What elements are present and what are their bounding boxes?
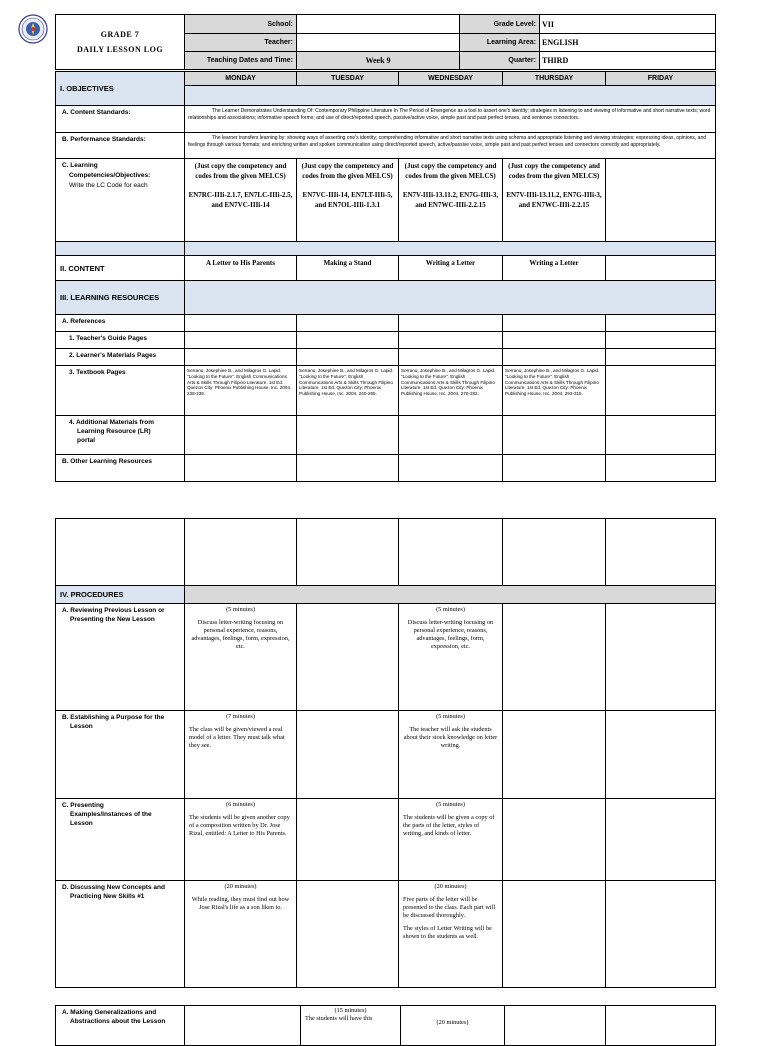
content-title-thursday: Writing a Letter <box>503 256 606 281</box>
activity-text: While reading, they must find out how Jose Rizal's life as a son liken to. <box>191 896 290 911</box>
additional-thursday[interactable] <box>503 416 606 455</box>
competency-note: (Just copy the competency and codes from the given MELCS) <box>404 162 497 180</box>
duration-text: (5 minutes) <box>436 713 465 720</box>
purpose-label-line1: B. Establishing a Purpose for the <box>62 714 165 721</box>
day-thursday: THURSDAY <box>503 72 606 86</box>
duration-text: (7 minutes) <box>226 713 255 720</box>
concepts-friday[interactable] <box>606 881 716 988</box>
additional-friday[interactable] <box>606 416 716 455</box>
examples-label-line2: Examples/Instances of the <box>70 811 152 818</box>
duration-text: (5 minutes) <box>226 606 255 613</box>
content-band-left <box>56 242 185 256</box>
competency-note: (Just copy the competency and codes from the given MELCS) <box>301 162 394 180</box>
competency-codes: EN7RC-IIIi-2.1.7, EN7LC-IIIi-2.5, and EN7VC-IIIi-14 <box>188 191 293 209</box>
day-monday: MONDAY <box>185 72 297 86</box>
reviewing-label-line2: Presenting the New Lesson <box>70 616 155 623</box>
examples-monday <box>185 799 297 881</box>
content-standards-text: The Learner Demonstrates Understanding Of: Contemporary Philippine Literature In The Period of Emergence as a tool to assert one's identity; strategies in listening to and viewing of informative and short narrative texts; word relationships and associations; informative speech forms; and use of direct/reported speech, passive/active voice, simple past and past perfect tenses, and sentence connectors. <box>185 106 716 133</box>
day-wednesday: WEDNESDAY <box>399 72 503 86</box>
lesson-table-page2 <box>55 518 716 988</box>
purpose-wednesday <box>399 711 503 799</box>
content-title-friday[interactable] <box>606 256 716 281</box>
reviewing-thursday[interactable] <box>503 604 606 711</box>
establishing-purpose-label <box>56 711 185 799</box>
reviewing-wednesday <box>399 604 503 711</box>
lm-monday[interactable] <box>185 349 297 366</box>
learning-area-label: Learning Area: <box>460 34 540 52</box>
grade-level-label: Grade Level: <box>460 15 540 34</box>
purpose-tuesday[interactable] <box>297 711 399 799</box>
generalizations-wednesday <box>401 1006 505 1046</box>
textbook-ref-friday[interactable] <box>606 366 716 416</box>
competency-monday <box>185 159 297 242</box>
competencies-label-line2: Competencies/Objectives: <box>69 172 151 179</box>
tg-friday[interactable] <box>606 332 716 349</box>
performance-standards-label: B. Performance Standards: <box>56 133 185 159</box>
teacher-label: Teacher: <box>185 34 297 52</box>
blank-tuesday[interactable] <box>297 519 399 586</box>
school-label: School: <box>185 15 297 34</box>
competency-note: (Just copy the competency and codes from the given MELCS) <box>194 162 287 180</box>
additional-tuesday[interactable] <box>297 416 399 455</box>
reviewing-tuesday[interactable] <box>297 604 399 711</box>
presenting-examples-label <box>56 799 185 881</box>
deped-seal-logo <box>18 14 48 44</box>
blank-monday[interactable] <box>185 519 297 586</box>
duration-text: (20 minutes) <box>436 1019 469 1026</box>
tg-tuesday[interactable] <box>297 332 399 349</box>
lm-tuesday[interactable] <box>297 349 399 366</box>
concepts-thursday[interactable] <box>503 881 606 988</box>
purpose-friday[interactable] <box>606 711 716 799</box>
textbook-ref-monday: Serrano, Josephine B., and Milagros G. Lapid. "Looking to the Future". English Communications Arts & Skills Through Filipino Literature. 1st Ed. Quezon City: Phoenix Publishing House, Inc. 2004. 238-239. <box>185 366 297 416</box>
examples-thursday[interactable] <box>503 799 606 881</box>
content-standards-label: A. Content Standards: <box>56 106 185 133</box>
content-heading: II. CONTENT <box>56 256 185 281</box>
teacher-field[interactable] <box>297 34 460 52</box>
competencies-label-line1: C. Learning <box>62 162 98 169</box>
activity-text: The students will be given another copy of a composition written by Dr. Jose Rizal, entitled: A Letter to His Parents. <box>189 814 290 837</box>
duration-text: (6 minutes) <box>226 801 255 808</box>
content-title-monday: A Letter to His Parents <box>185 256 297 281</box>
competencies-label <box>56 159 185 242</box>
dates-field[interactable]: Week 9 <box>297 52 460 70</box>
blank-thursday[interactable] <box>503 519 606 586</box>
concepts-monday <box>185 881 297 988</box>
references-wednesday[interactable] <box>399 315 503 332</box>
examples-label-line1: C. Presenting <box>62 802 104 809</box>
objectives-heading: I. OBJECTIVES <box>56 72 185 106</box>
performance-standards-text: The learner transfers learning by: showing ways of asserting one's identity; comprehending informative and short narrative texts using schema and appropriate listening and viewing strategies; expressing ideas, opinions, and feelings through various formats; and enriching written and spoken communication using direct/reported speech, active/passive voice, simple past and past perfect tenses and connectors correctly and appropriately. <box>185 133 716 159</box>
procedures-heading: IV. PROCEDURES <box>56 586 185 604</box>
purpose-label-line2: Lesson <box>70 723 93 730</box>
concepts-tuesday[interactable] <box>297 881 399 988</box>
concepts-wednesday <box>399 881 503 988</box>
textbook-ref-thursday: Serrano, Josephine B., and Milagros G. Lapid. "Looking to the Future". English Communications Arts & Skills Through Filipino Literature. 1st Ed. Quezon City: Phoenix Publishing House, Inc. 2004. 293-315. <box>503 366 606 416</box>
other-monday[interactable] <box>185 455 297 482</box>
procedures-band <box>185 586 716 604</box>
lm-friday[interactable] <box>606 349 716 366</box>
day-tuesday: TUESDAY <box>297 72 399 86</box>
references-tuesday[interactable] <box>297 315 399 332</box>
competency-note: (Just copy the competency and codes from the given MELCS) <box>508 162 600 180</box>
generalizations-friday[interactable] <box>606 1006 716 1046</box>
textbook-ref-tuesday: Serrano, Josephine B., and Milagros G. Lapid. "Looking to the Future". English Communications Arts & Skills Through Filipino Literature. 1st Ed. Quezon City: Phoenix Publishing House, Inc. 2004. 240-265. <box>297 366 399 416</box>
discussing-concepts-label <box>56 881 185 988</box>
learning-resources-band <box>185 281 716 315</box>
concepts-label-line1: D. Discussing New Concepts and <box>62 884 165 891</box>
reviewing-label-line1: A. Reviewing Previous Lesson or <box>62 607 165 614</box>
references-thursday[interactable] <box>503 315 606 332</box>
activity-text: Five parts of the letter will be presented to the class. Each part will be discussed thoroughly. <box>403 896 496 919</box>
generalizations-thursday[interactable] <box>505 1006 606 1046</box>
lm-thursday[interactable] <box>503 349 606 366</box>
additional-monday[interactable] <box>185 416 297 455</box>
additional-wednesday[interactable] <box>399 416 503 455</box>
concepts-label-line2: Practicing New Skills #1 <box>70 893 145 900</box>
grade-heading: GRADE 7 <box>100 30 140 39</box>
activity-text: The students will be given a copy of the parts of the letter, styles of writing, and kinds of letter. <box>403 814 495 837</box>
teachers-guide-label: 1. Teacher's Guide Pages <box>56 332 185 349</box>
competency-thursday <box>503 159 606 242</box>
examples-wednesday <box>399 799 503 881</box>
purpose-monday <box>185 711 297 799</box>
objectives-band <box>185 86 716 106</box>
blank-left <box>56 519 185 586</box>
additional-materials-line3: portal <box>77 437 96 444</box>
learners-materials-label: 2. Learner's Materials Pages <box>56 349 185 366</box>
content-band <box>185 242 716 256</box>
content-title-wednesday: Writing a Letter <box>399 256 503 281</box>
other-thursday[interactable] <box>503 455 606 482</box>
learning-area-field[interactable]: ENGLISH <box>540 34 716 52</box>
activity-text: Discuss letter-writing focusing on personal experience, reasons, advantages, feelings, form, expression, etc. <box>191 619 290 650</box>
reviewing-monday <box>185 604 297 711</box>
activity-text: The students will have this <box>305 1015 373 1022</box>
lesson-table-page1 <box>55 71 716 482</box>
competency-codes: EN7V-IIIi-13.11.2, EN7G-IIIi-3, and EN7WC-IIIi-2.2.15 <box>402 191 499 209</box>
other-wednesday[interactable] <box>399 455 503 482</box>
blank-wednesday[interactable] <box>399 519 503 586</box>
reviewing-friday[interactable] <box>606 604 716 711</box>
tg-wednesday[interactable] <box>399 332 503 349</box>
other-tuesday[interactable] <box>297 455 399 482</box>
examples-friday[interactable] <box>606 799 716 881</box>
school-field[interactable] <box>297 15 460 34</box>
lm-wednesday[interactable] <box>399 349 503 366</box>
competency-tuesday <box>297 159 399 242</box>
duration-text: (20 minutes) <box>434 883 467 890</box>
quarter-label: Quarter: <box>460 52 540 70</box>
competencies-label-line3: Write the LC Code for each <box>69 182 148 189</box>
additional-materials-line1: 4. Additional Materials from <box>69 419 154 426</box>
generalizations-label <box>56 1006 185 1046</box>
references-monday[interactable] <box>185 315 297 332</box>
additional-materials-label <box>56 416 185 455</box>
competency-friday[interactable] <box>606 159 716 242</box>
activity-text-2: The styles of Letter Writing will be shown to the students as well. <box>403 925 492 940</box>
additional-materials-line2: Learning Resource (LR) <box>77 428 151 435</box>
generalizations-label-line2: Abstractions about the Lesson <box>70 1018 166 1025</box>
competency-codes: EN7V-IIIi-13.11.2, EN7G-IIIi-3, and EN7WC-IIIi-2.2.15 <box>506 191 602 209</box>
activity-text: The class will be given/viewed a real model of a letter. They must talk what they see. <box>189 726 285 749</box>
generalizations-tuesday <box>301 1006 401 1046</box>
examples-label-line3: Lesson <box>70 820 93 827</box>
purpose-thursday[interactable] <box>503 711 606 799</box>
dates-label: Teaching Dates and Time: <box>185 52 297 70</box>
quarter-field[interactable]: THIRD <box>540 52 716 70</box>
references-friday[interactable] <box>606 315 716 332</box>
references-label: A. References <box>56 315 185 332</box>
blank-friday[interactable] <box>606 519 716 586</box>
reviewing-lesson-label <box>56 604 185 711</box>
duration-text: (20 minutes) <box>224 883 257 890</box>
competency-wednesday <box>399 159 503 242</box>
textbook-pages-label: 3. Textbook Pages <box>56 366 185 416</box>
other-resources-label: B. Other Learning Resources <box>56 455 185 482</box>
competency-codes: EN7VC-IIIi-14, EN7LT-IIIi-5, and EN7OL-IIIi-1.3.1 <box>302 191 393 209</box>
duration-text: (5 minutes) <box>436 606 465 613</box>
duration-text: (5 minutes) <box>436 801 465 808</box>
grade-level-field[interactable]: VII <box>540 15 716 34</box>
textbook-ref-wednesday: Serrano, Josephine B., and Milagros G. Lapid. "Looking to the Future". English Communications Arts & Skills Through Filipino Literature. 1st Ed. Quezon City: Phoenix Publishing House, Inc. 2004. 270-282. <box>399 366 503 416</box>
header-table <box>55 14 716 70</box>
doc-title: DAILY LESSON LOG <box>76 45 164 54</box>
generalizations-label-line1: A. Making Generalizations and <box>62 1009 157 1016</box>
tg-thursday[interactable] <box>503 332 606 349</box>
tg-monday[interactable] <box>185 332 297 349</box>
learning-resources-heading: III. LEARNING RESOURCES <box>56 281 185 315</box>
activity-text: Discuss letter-writing focusing on personal experience, reasons, advantages, feelings, form, expression, etc. <box>407 619 494 650</box>
lesson-table-page3 <box>55 1005 716 1046</box>
duration-text: (15 minutes) <box>334 1007 367 1014</box>
content-title-tuesday: Making a Stand <box>297 256 399 281</box>
examples-tuesday[interactable] <box>297 799 399 881</box>
other-friday[interactable] <box>606 455 716 482</box>
generalizations-monday[interactable] <box>185 1006 301 1046</box>
activity-text: The teacher will ask the students about their stock knowledge on letter writing. <box>403 726 498 749</box>
day-friday: FRIDAY <box>606 72 716 86</box>
